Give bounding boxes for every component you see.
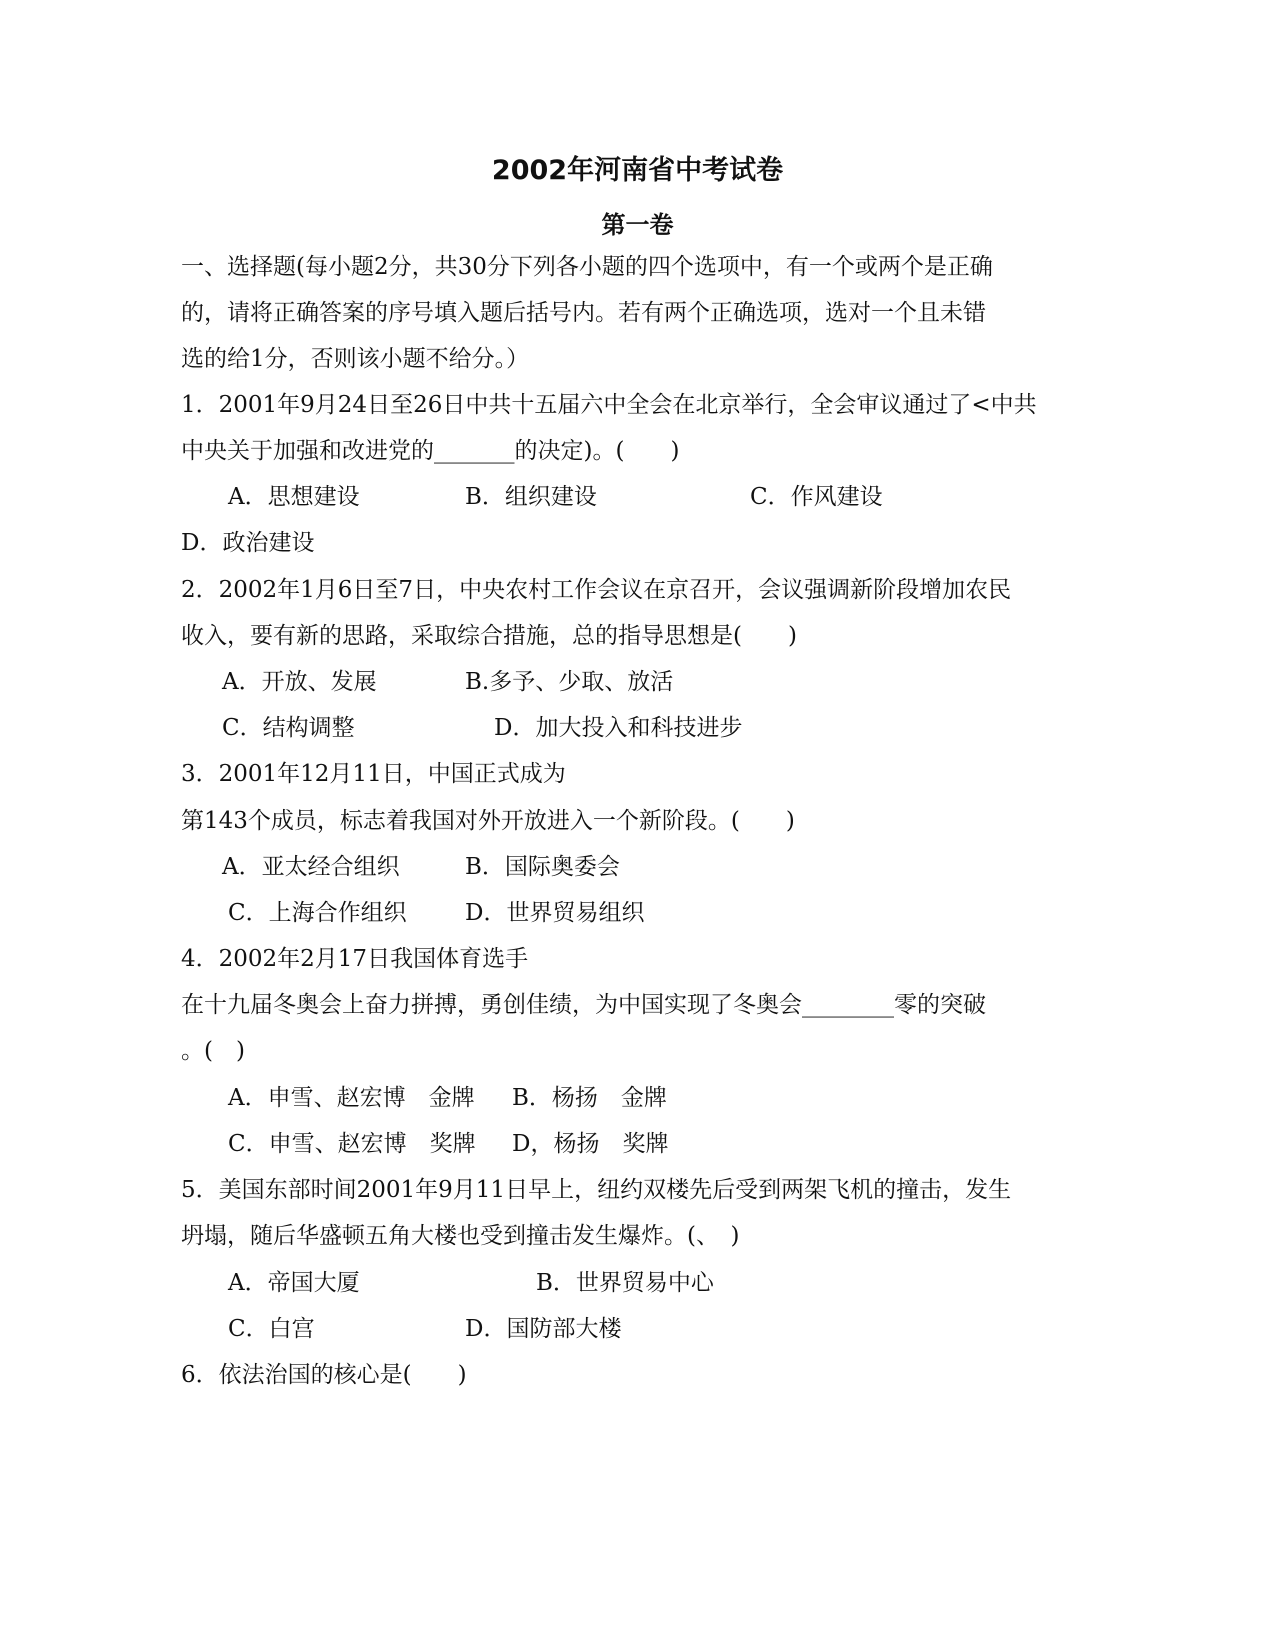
question-4-line-1: 4．2002年2月17日我国体育选手	[181, 946, 529, 972]
question-3-option-a: A．亚太经合组织	[222, 854, 400, 880]
question-4-option-c: C．申雪、赵宏博 奖牌	[228, 1131, 476, 1157]
question-5-option-a: A．帝国大厦	[228, 1270, 360, 1296]
question-4-option-d: D，杨扬 奖牌	[512, 1131, 669, 1157]
question-3-option-b: B．国际奥委会	[465, 854, 620, 880]
question-1-option-a: A．思想建设	[228, 484, 360, 510]
section-instructions-line-3: 选的给1分，否则该小题不给分。）	[181, 346, 530, 372]
question-2-option-b: B.多予、少取、放活	[465, 669, 674, 695]
question-5-line-2: 坍塌，随后华盛顿五角大楼也受到撞击发生爆炸。(、 )	[181, 1223, 740, 1249]
question-1-option-d: D．政治建设	[181, 530, 315, 556]
section-instructions-line-1: 一、选择题(每小题2分，共30分下列各小题的四个选项中，有一个或两个是正确	[181, 254, 993, 280]
question-3-option-d: D．世界贸易组织	[465, 900, 645, 926]
question-3-line-2: 第143个成员，标志着我国对外开放进入一个新阶段。( )	[181, 808, 795, 834]
question-3-option-c: C．上海合作组织	[228, 900, 407, 926]
question-2-line-2: 收入，要有新的思路，采取综合措施，总的指导思想是( )	[181, 623, 797, 649]
question-5-option-b: B．世界贸易中心	[536, 1270, 714, 1296]
question-4-option-b: B．杨扬 金牌	[512, 1085, 667, 1111]
question-5-option-c: C．白宫	[228, 1316, 315, 1342]
question-4-option-a: A．申雪、赵宏博 金牌	[228, 1085, 475, 1111]
volume-title: 第一卷	[601, 211, 674, 239]
question-5-option-d: D．国防部大楼	[465, 1316, 622, 1342]
question-1-line-2: 中央关于加强和改进党的_______的决定)。( )	[181, 438, 680, 464]
section-instructions-line-2: 的，请将正确答案的序号填入题后括号内。若有两个正确选项，选对一个且未错	[181, 300, 986, 326]
question-5-line-1: 5．美国东部时间2001年9月11日早上，纽约双楼先后受到两架飞机的撞击，发生	[181, 1177, 1012, 1203]
question-2-line-1: 2．2002年1月6日至7日，中央农村工作会议在京召开，会议强调新阶段增加农民	[181, 577, 1012, 603]
question-1-option-c: C．作风建设	[750, 484, 883, 510]
question-3-line-1: 3．2001年12月11日，中国正式成为	[181, 761, 566, 787]
exam-title: 2002年河南省中考试卷	[491, 155, 784, 186]
question-4-line-2: 在十九届冬奥会上奋力拼搏，勇创佳绩，为中国实现了冬奥会________零的突破	[181, 992, 986, 1018]
question-1-option-b: B．组织建设	[465, 484, 597, 510]
question-2-option-c: C．结构调整	[222, 715, 355, 741]
question-2-option-d: D．加大投入和科技进步	[494, 715, 743, 741]
question-2-option-a: A．开放、发展	[222, 669, 377, 695]
question-1-line-1: 1．2001年9月24日至26日中共十五届六中全会在北京举行，全会审议通过了<中共	[181, 392, 1037, 418]
question-4-line-3: 。( )	[181, 1038, 245, 1064]
question-6-line-1: 6．依法治国的核心是( )	[181, 1362, 467, 1388]
